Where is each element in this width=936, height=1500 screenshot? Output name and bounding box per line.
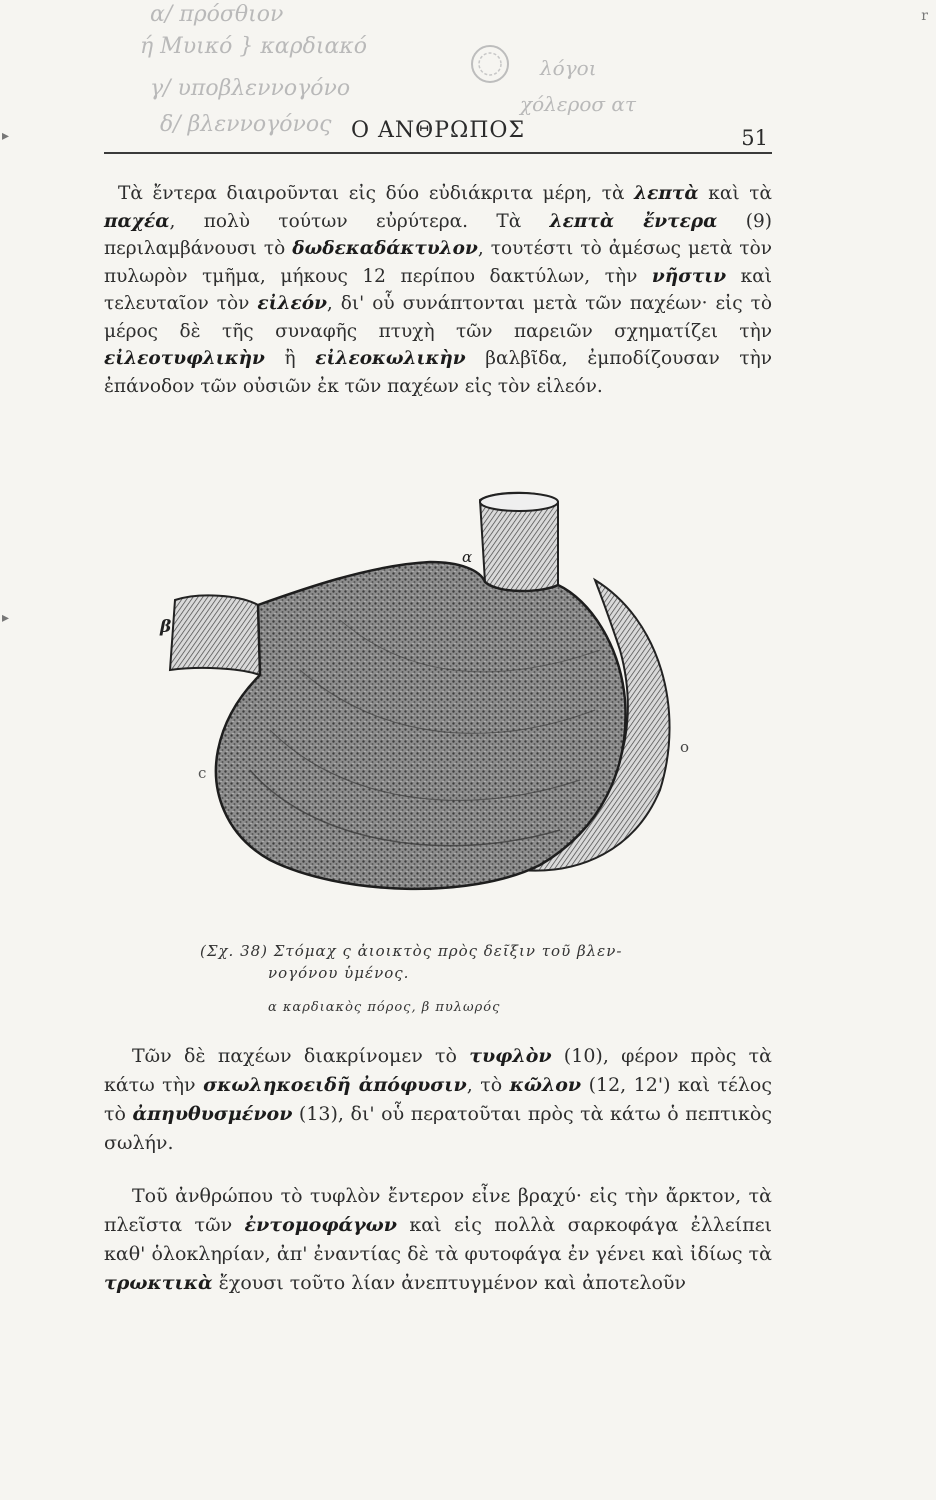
stomach-illustration bbox=[140, 470, 720, 910]
running-header bbox=[104, 112, 772, 154]
handwritten-note-3: γ/ υποβλεννογόνο bbox=[150, 76, 351, 101]
paragraph-intestines: Τὰ ἔντερα διαιροῦνται εἰς δύο εὐδιάκριτα μέρη, τὰ λεπτὰ καὶ τὰ παχέα, πολὺ τούτων εὐρύτερα. Τὰ λεπτὰ ἔντερα (9) περιλαμβάνουσι τὸ δωδεκαδάκτυλον, τουτέστι τὸ ἀμέσως μετὰ τὸν πυλωρὸν τμῆμα, μήκους 12 περίπου δακτύλων, τὴν νῆστιν καὶ τελευταῖον τὸν εἰλεόν, δι' οὗ συνάπτονται μετὰ τῶν παχέων· εἰς τὸ μέρος δὲ τῆς συναφῆς πτυχὴ τῶν παρειῶν σχηματίζει τὴν εἰλεοτυφλικὴν ἢ εἰλεοκωλικὴν βαλβῖδα, ἐμποδίζουσαν τὴν ἐπάνοδον τῶν οὐσιῶν ἐκ τῶν παχέων εἰς τὸν εἰλεόν. bbox=[104, 183, 773, 397]
figure-label-b: β bbox=[160, 617, 172, 637]
left-margin-mark: ▸ bbox=[2, 128, 10, 144]
handwritten-note-1: α/ πρόσθιον bbox=[150, 2, 284, 27]
figure-label-a: α bbox=[462, 548, 473, 566]
page-title: Ο ΑΝΘΡΩΠΟΣ bbox=[350, 118, 526, 143]
figure-label-c: c bbox=[198, 764, 207, 782]
figure-legend: α καρδιακὸς πόρος, β πυλωρός bbox=[268, 1000, 501, 1015]
page-number: 51 bbox=[741, 126, 768, 150]
handwritten-note-5: λόγοι bbox=[540, 56, 597, 80]
figure-label-o: ο bbox=[680, 738, 690, 756]
figure-caption-line1: (Σχ. 38) Στόμαχ ς ἀιοικτὸς πρὸς δεῖξιν τοῦ βλεν- bbox=[200, 942, 623, 960]
figure-caption-line2: νογόνου ὑμένος. bbox=[268, 964, 410, 982]
left-margin-mark-2: ▸ bbox=[2, 610, 10, 626]
paragraph-caecum: Τοῦ ἀνθρώπου τὸ τυφλὸν ἔντερον εἶνε βραχύ· εἰς τὴν ἄρκτον, τὰ πλεῖστα τῶν ἐντομοφάγων καὶ εἰς πολλὰ σαρκοφάγα ἐλλείπει καθ' ὁλοκληρίαν, ἀπ' ἐναντίας δὲ τὰ φυτοφάγα ἐν γένει καὶ ἰδίως τὰ τρωκτικὰ ἔχουσι τοῦτο λίαν ἀνεπτυγμένον καὶ ἀποτελοῦν bbox=[104, 1185, 772, 1294]
library-stamp-icon bbox=[468, 42, 512, 86]
right-corner-mark: r bbox=[921, 8, 928, 24]
handwritten-note-4: δ/ βλεννογόνος bbox=[160, 112, 332, 137]
handwritten-note-2: ή Μυικό } καρδιακό bbox=[140, 34, 367, 59]
handwritten-note-6: χόλεροσ ατ bbox=[520, 92, 636, 116]
paragraph-large-intestine: Τῶν δὲ παχέων διακρίνομεν τὸ τυφλὸν (10), φέρον πρὸς τὰ κάτω τὴν σκωληκοειδῆ ἀπόφυσιν, τὸ κῶλον (12, 12') καὶ τέλος τὸ ἀπηυθυσμένον (13), δι' οὗ περατοῦται πρὸς τὰ κάτω ὁ πεπτικὸς σωλήν. bbox=[104, 1045, 773, 1154]
